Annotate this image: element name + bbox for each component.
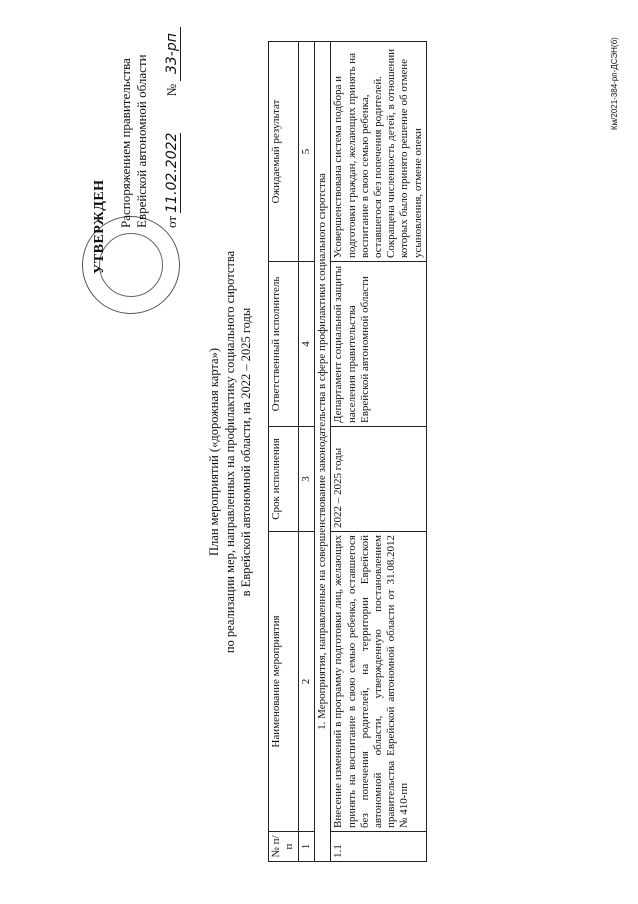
- plan-table: [268, 41, 427, 862]
- approval-block: [118, 38, 150, 228]
- table-header-row: [269, 42, 299, 862]
- plan-title-line-2: по реализации мер, направленных на профилактику социального сиротства: [223, 250, 237, 654]
- header-name: Наименование мероприятия: [269, 532, 299, 832]
- order-number: 33-рп: [164, 33, 180, 75]
- row-num: 1.1: [331, 832, 426, 862]
- seal-stamp-inner: [99, 233, 163, 297]
- column-number: 5: [299, 42, 315, 262]
- plan-title-line-3: в Еврейской автономной области, на 2022 – 2025 годы: [239, 307, 253, 597]
- order-line-1: Распоряжением правительства: [118, 58, 133, 228]
- column-number: 1: [299, 832, 315, 862]
- header-executor: Ответственный исполнитель: [269, 262, 299, 427]
- order-date: 11.02.2022: [164, 132, 180, 213]
- row-term: 2022 – 2025 годы: [331, 427, 426, 532]
- order-date-number: [164, 28, 181, 228]
- number-prefix: №: [164, 83, 179, 97]
- approved-label: УТВЕРЖДЕН: [92, 179, 107, 274]
- column-number: 4: [299, 262, 315, 427]
- column-number: 2: [299, 532, 315, 832]
- header-num: № п/п: [269, 832, 299, 862]
- column-number: 3: [299, 427, 315, 532]
- header-result: Ожидаемый результат: [269, 42, 299, 262]
- order-line-2: Еврейской автономной области: [134, 54, 149, 228]
- table-row: [331, 42, 426, 862]
- column-number-row: [299, 42, 315, 862]
- section-1-title: 1. Мероприятия, направленные на совершенствование законодательства в сфере профилактики социального сиротства: [315, 42, 331, 862]
- document-code: Км/2021-384-рп-ДСЭН(б): [610, 37, 619, 130]
- header-term: Срок исполнения: [269, 427, 299, 532]
- row-executor: Департамент социальной защиты населения правительства Еврейской автономной области: [331, 262, 426, 427]
- from-prefix: от: [164, 215, 179, 228]
- row-result: Усовершенствована система подбора и подготовки граждан, желающих принять на воспитание в свою семью ребенка, оставшегося без попечения родителей. Сокращена численность детей, в отношении которых было принято решение об отмене усыновления, отмене опеки: [331, 42, 426, 262]
- row-name: Внесение изменений в программу подготовки лиц, желающих принять на воспитание в свою семью ребенка, оставшегося без попечения родителей, на территории Еврейской автономной области, утвержденную постановлением правительства Еврейской автономной области от 31.08.2012 № 410-пп: [331, 532, 426, 832]
- section-row: [315, 42, 331, 862]
- plan-title-line-1: План мероприятий («дорожная карта»): [207, 348, 221, 556]
